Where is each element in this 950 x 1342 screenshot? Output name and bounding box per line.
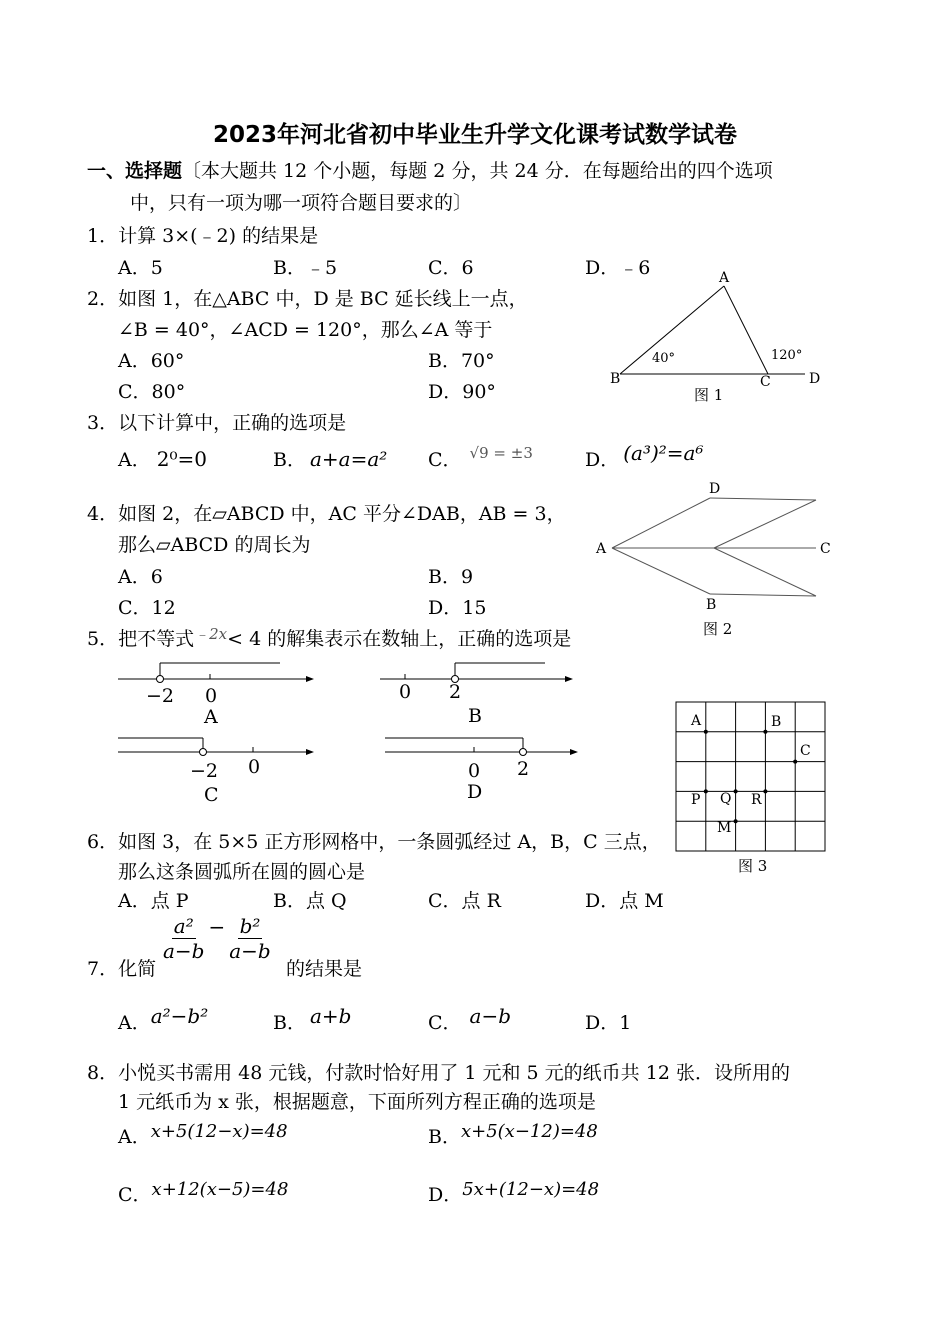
q6-stem-line1: 6．如图 3，在 5×5 正方形网格中，一条圆弧经过 A，B，C 三点，: [87, 831, 661, 853]
q7-expression: $\frac{\text{a²}}{a-b}$ − $\frac{\text{b²}}{a-b}$: [163, 914, 271, 963]
q2-option-a[interactable]: A．60°: [118, 350, 185, 372]
q7-stem-post: 的结果是: [286, 958, 363, 980]
q5d-tick-1: 0: [468, 760, 481, 782]
fig1-caption: 图 1: [694, 386, 724, 404]
q8-option-b[interactable]: B．x+5(x−12)=48: [428, 1121, 598, 1148]
q5b-tick-2: 2: [449, 681, 462, 703]
q4-option-a[interactable]: A．6: [118, 566, 163, 588]
fig1-label-a: A: [719, 270, 730, 286]
q3-stem: 3．以下计算中，正确的选项是: [87, 412, 347, 434]
q6-option-c[interactable]: C．点 R: [428, 890, 501, 912]
fig3-caption: 图 3: [738, 857, 768, 875]
q4-stem-line1: 4．如图 2，在▱ABCD 中，AC 平分∠DAB，AB = 3，: [87, 503, 566, 525]
q3-option-a[interactable]: A． 2⁰=0: [118, 447, 207, 471]
q5a-tick-1: −2: [146, 685, 175, 707]
fig1-angle-b: 40°: [652, 351, 676, 366]
fig3-label-c: C: [800, 743, 811, 759]
fig2-label-b: B: [706, 597, 717, 613]
q6-option-b[interactable]: B．点 Q: [273, 890, 347, 912]
q5c-tick-2: 0: [248, 756, 261, 778]
q7-option-d[interactable]: D．1: [585, 1012, 632, 1034]
section-intro-line1: 〔本大题共 12 个小题，每题 2 分，共 24 分．在每题给出的四个选项: [182, 160, 773, 182]
fig2-label-c: C: [820, 541, 831, 557]
q1-option-d[interactable]: D．﹣6: [585, 257, 651, 279]
q7-stem: 7．化简: [87, 958, 157, 980]
q3-option-d[interactable]: D． (a³)²=a⁶: [585, 441, 704, 471]
fig1-label-c: C: [760, 374, 771, 390]
q3-option-b[interactable]: B． a+a=a²: [273, 447, 388, 471]
section-intro-line2: 中，只有一项为哪一项符合题目要求的〕: [130, 192, 473, 214]
fig3-label-b: B: [771, 714, 782, 730]
q5-numberline-c[interactable]: [110, 730, 330, 810]
q1-option-b[interactable]: B．﹣5: [273, 257, 338, 279]
q4-option-d[interactable]: D．15: [428, 597, 487, 619]
q2-stem-line1: 2．如图 1，在△ABC 中，D 是 BC 延长线上一点，: [87, 288, 528, 310]
q2-option-c[interactable]: C．80°: [118, 381, 186, 403]
q5c-tick-1: −2: [190, 760, 219, 782]
q6-option-d[interactable]: D．点 M: [585, 890, 664, 912]
q7-option-a[interactable]: A．a²−b²: [118, 1004, 209, 1034]
figure-1-triangle: [600, 262, 840, 407]
fig2-label-d: D: [709, 481, 721, 497]
q1-option-c[interactable]: C．6: [428, 257, 474, 279]
fig3-label-m: M: [717, 820, 732, 836]
q5c-label: C: [204, 784, 219, 806]
q6-stem-line2: 那么这条圆弧所在圆的圆心是: [118, 861, 366, 883]
q8-stem-line2: 1 元纸币为 x 张，根据题意，下面所列方程正确的选项是: [118, 1091, 596, 1113]
fig2-caption: 图 2: [703, 620, 733, 638]
q8-stem-line1: 8．小悦买书需用 48 元钱，付款时恰好用了 1 元和 5 元的纸币共 12 张．设所用的: [87, 1062, 790, 1084]
figure-3-grid: [670, 695, 840, 880]
q1-option-a[interactable]: A．5: [118, 257, 163, 279]
fig1-angle-acd: 120°: [771, 348, 803, 363]
fig2-label-a: A: [596, 541, 607, 557]
q5b-label: B: [468, 705, 482, 727]
q5-numberline-b[interactable]: [375, 655, 595, 730]
q4-option-c[interactable]: C．12: [118, 597, 176, 619]
fig3-label-a: A: [691, 713, 702, 729]
q2-option-b[interactable]: B．70°: [428, 350, 495, 372]
q6-option-a[interactable]: A．点 P: [118, 890, 189, 912]
fig3-label-r: R: [751, 792, 762, 808]
fig1-label-b: B: [610, 371, 621, 387]
q5b-tick-1: 0: [399, 681, 412, 703]
q5d-label: D: [467, 781, 483, 803]
q5d-tick-2: 2: [517, 758, 530, 780]
q7-option-b[interactable]: B． a+b: [273, 1004, 352, 1034]
q7-option-c[interactable]: C． a−b: [428, 1004, 512, 1034]
q8-option-c[interactable]: C．x+12(x−5)=48: [118, 1179, 289, 1206]
fig3-label-q: Q: [720, 791, 732, 807]
q2-option-d[interactable]: D．90°: [428, 381, 496, 403]
q7-fraction-2: $\frac{\text{b²}}{a-b}$: [229, 914, 271, 963]
q4-option-b[interactable]: B．9: [428, 566, 474, 588]
page-title: 2023年河北省初中毕业生升学文化课考试数学试卷: [212, 122, 737, 148]
q5a-label: A: [204, 706, 218, 728]
q2-stem-line2: ∠B = 40°，∠ACD = 120°，那么∠A 等于: [118, 319, 493, 341]
q5-numberline-d[interactable]: [380, 730, 600, 810]
q7-fraction-1: $\frac{\text{a²}}{a-b}$: [163, 914, 205, 963]
section-heading: 一、选择题: [87, 160, 183, 182]
q5-numberline-a[interactable]: [110, 655, 330, 730]
figure-2-parallelogram: [590, 476, 840, 646]
fig3-label-p: P: [691, 792, 701, 808]
q4-stem-line2: 那么▱ABCD 的周长为: [118, 534, 311, 556]
section-intro: [87, 156, 773, 183]
fig1-label-d: D: [809, 371, 821, 387]
q5-stem: 5．把不等式$^{﹣2x}$< 4 的解集表示在数轴上，正确的选项是: [87, 625, 572, 650]
q8-option-a[interactable]: A．x+5(12−x)=48: [118, 1121, 288, 1148]
q1-stem: 1．计算 3×(﹣2) 的结果是: [87, 225, 319, 247]
q3-option-c[interactable]: C． $^{√9 = \pm 3}$: [428, 444, 533, 471]
q5a-tick-2: 0: [205, 685, 218, 707]
q8-option-d[interactable]: D．5x+(12−x)=48: [428, 1179, 600, 1206]
